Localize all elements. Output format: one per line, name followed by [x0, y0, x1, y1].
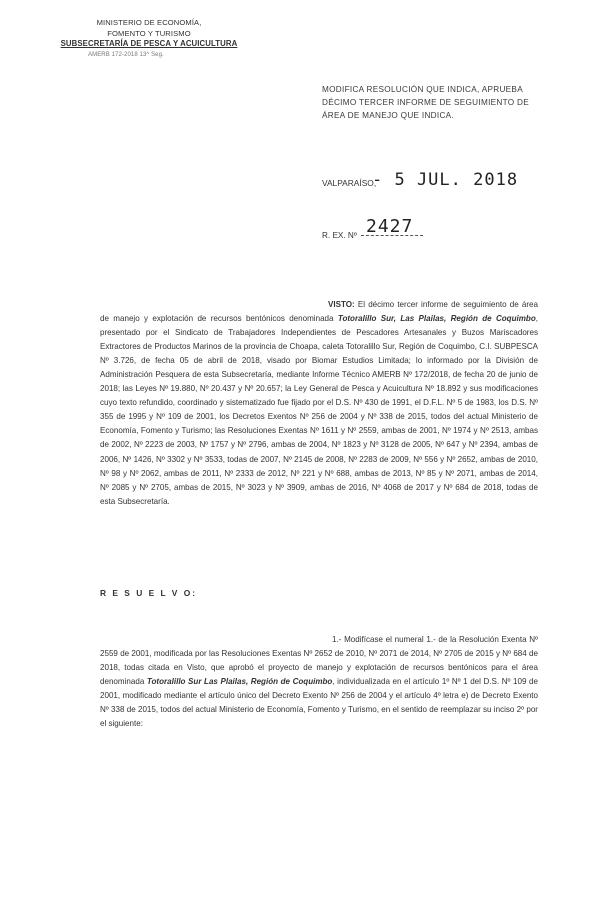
- header-fomento: FOMENTO Y TURISMO: [107, 28, 191, 38]
- article-1-paragraph: [100, 633, 538, 731]
- place-label: VALPARAÍSO,: [322, 178, 377, 188]
- visto-label: VISTO:: [328, 300, 355, 309]
- rex-label: R. EX. Nº: [322, 231, 357, 240]
- visto-text-part2: , presentado por el Sindicato de Trabajadores Independientes de Pescadores Artesanales y Buzos Mariscadores Extractores de Productos Marinos de la provincia de Choapa, caleta Totoralillo Sur, Región de Coquimbo, C.I. SUBPESCA Nº 3.726, de fecha 05 de abril de 2018, visado por Biomar Estudios Limitada; lo informado por la División de Administración Pesquera de esta Subsecretaría, mediante Informe Técnico AMERB Nº 172/2018, de fecha 20 de junio de 2018; las Leyes Nº 19.880, Nº 20.437 y Nº 20.657; la Ley General de Pesca y Acuicultura Nº 18.892 y sus modificaciones cuyo texto refundido, coordinado y sistematizado fue fijado por el D.S. Nº 430 de 1991, el D.F.L. Nº 5 de 1983, los D.S. Nº 355 de 1995 y Nº 109 de 2001, los Decretos Exentos Nº 256 de 2004 y Nº 338 de 2015, todos del actual Ministerio de Economía, Fomento y Turismo; las Resoluciones Exentas Nº 1611 y Nº 2559, ambas de 2001, Nº 1974 y Nº 2513, ambas de 2002, Nº 2223 de 2003, Nº 1757 y Nº 2796, ambas de 2004, Nº 1823 y Nº 3128 de 2005, Nº 647 y Nº 2394, ambas de 2006, Nº 1426, Nº 3302 y Nº 3533, todas de 2007, Nº 2145 de 2008, Nº 2283 de 2009, Nº 556 y Nº 2652, ambas de 2010, Nº 98 y Nº 2062, ambas de 2011, Nº 2333 de 2012, Nº 221 y Nº 688, ambas de 2013, Nº 85 y Nº 2071, ambas de 2014, Nº 2085 y Nº 2705, ambas de 2015, Nº 3023 y Nº 3909, ambas de 2016, Nº 4068 de 2017 y Nº 684 de 2018, todas de esta Subsecretaría.: [100, 314, 538, 506]
- visto-paragraph: [100, 298, 538, 509]
- visto-text-part1: El décimo tercer informe de seguimiento de área de manejo y explotación de recursos bentónicos denominada: [100, 300, 538, 324]
- date-stamp: - 5 JUL. 2018: [372, 170, 519, 190]
- rex-number: 2427: [366, 216, 414, 237]
- header-reference: AMERB 172-2018 13^ Seg.: [88, 51, 164, 58]
- article-1-part1: 1.- Modifícase el numeral 1.- de la Resolución Exenta Nº 2559 de 2001, modificada por las Resoluciones Exentas Nº 2652 de 2010, Nº 2071 de 2014, Nº 2705 de 2015 y Nº 684 de 2018, todas citada en Visto, que aprobó el proyecto de manejo y explotación de recursos bentónicos para el área denominada: [100, 635, 538, 687]
- article-1-part2: , individualizada en el artículo 1º Nº 1 del D.S. Nº 109 de 2001, modificado mediante el artículo único del Decreto Exento Nº 256 de 2004 y el artículo 4º letra e) de Decreto Exento Nº 338 de 2015, todos del actual Ministerio de Economía, Fomento y Turismo, en el sentido de reemplazar su inciso 2º por el siguiente:: [100, 677, 539, 729]
- document-subject: MODIFICA RESOLUCIÓN QUE INDICA, APRUEBA DÉCIMO TERCER INFORME DE SEGUIMIENTO DE ÁREA DE MANEJO QUE INDICA.: [322, 85, 530, 120]
- resuelvo-heading: R E S U E L V O:: [100, 588, 197, 598]
- article-1-text: [100, 633, 538, 731]
- ministry-header: [54, 18, 244, 60]
- header-ministry: MINISTERIO DE ECONOMÍA,: [96, 18, 202, 27]
- visto-text: [100, 298, 538, 509]
- article-1-area-name: Totoralillo Sur Las Plailas, Región de Coquimbo: [146, 677, 333, 687]
- visto-area-name: Totoralillo Sur, Las Plailas, Región de Coquimbo: [337, 314, 536, 324]
- header-subsecretaria: SUBSECRETARÍA DE PESCA Y ACUICULTURA: [60, 39, 238, 48]
